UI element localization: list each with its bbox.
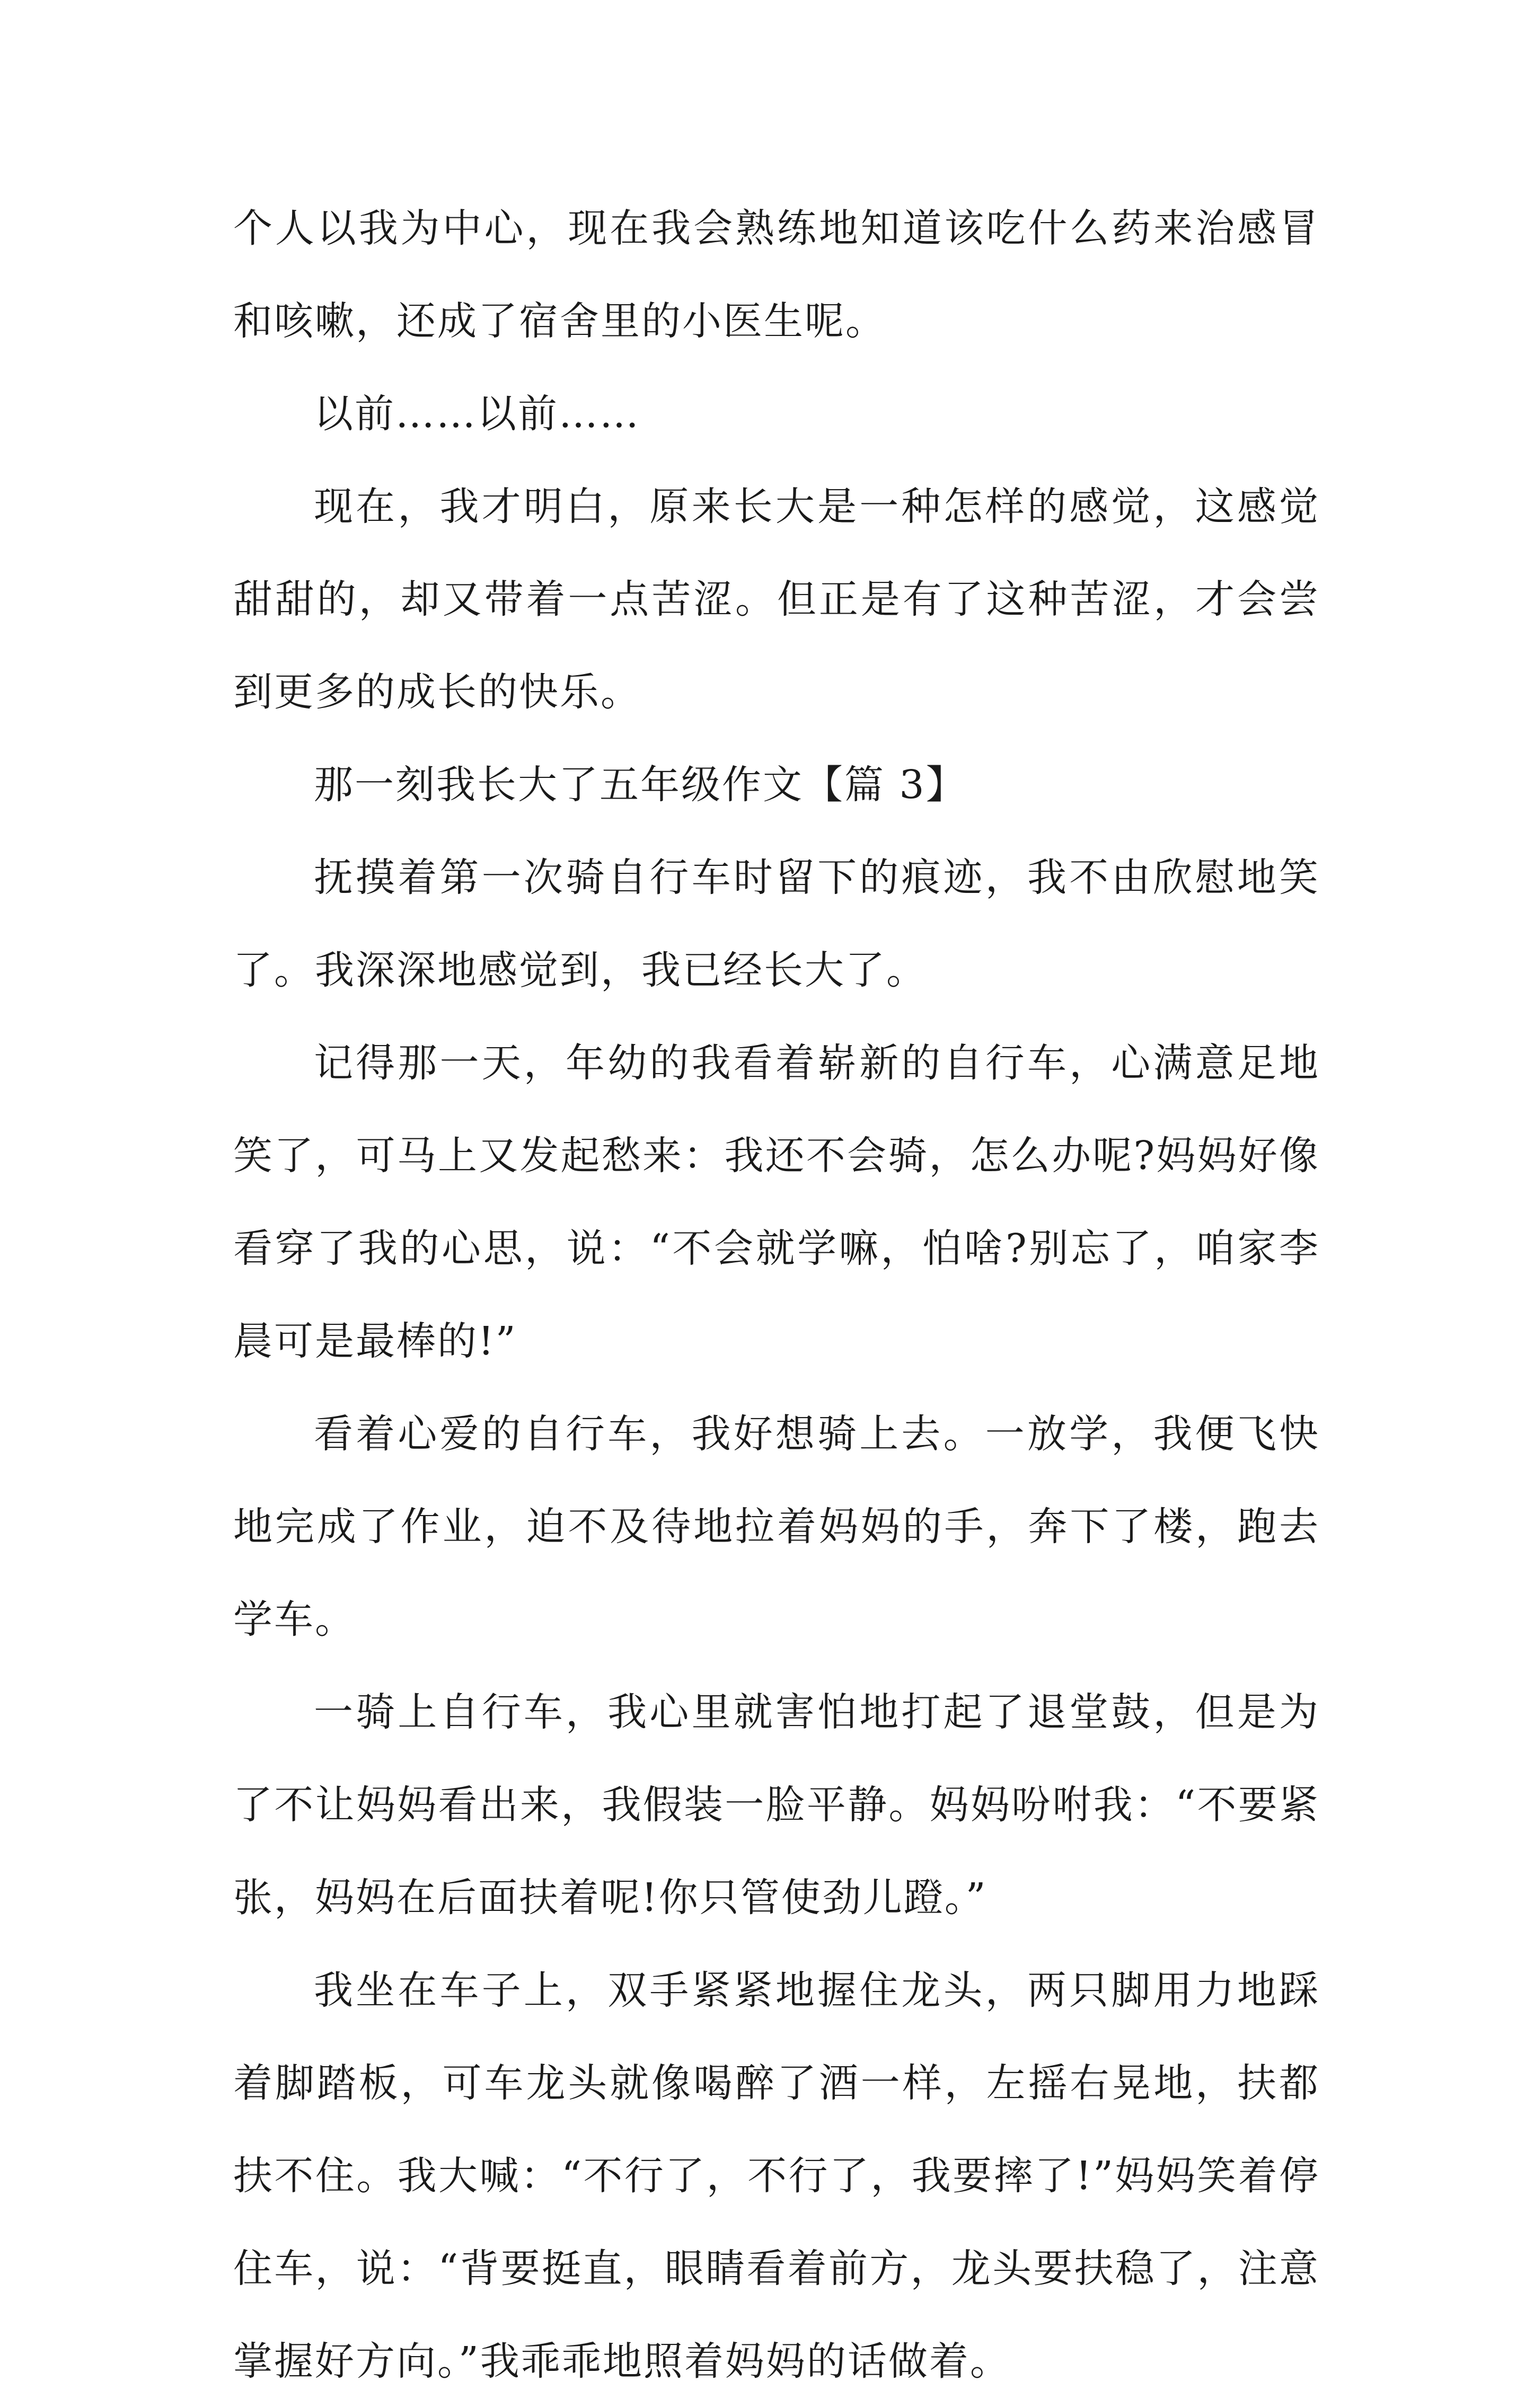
- essay-body: [233, 182, 1320, 2408]
- paragraph-continuation: 个人以我为中心，现在我会熟练地知道该吃什么药来治感冒和咳嗽，还成了宿舍里的小医生呢。: [233, 206, 1320, 344]
- paragraph: 现在，我才明白，原来长大是一种怎样的感觉，这感觉甜甜的，却又带着一点苦涩。但正是有了这种苦涩，才会尝到更多的成长的快乐。: [233, 484, 1320, 715]
- paragraph: 一骑上自行车，我心里就害怕地打起了退堂鼓，但是为了不让妈妈看出来，我假装一脸平静。妈妈吩咐我：“不要紧张，妈妈在后面扶着呢!你只管使劲儿蹬。”: [233, 1689, 1320, 1920]
- paragraph: 以前……以前……: [314, 391, 640, 437]
- paragraph: 看着心爱的自行车，我好想骑上去。一放学，我便飞快地完成了作业，迫不及待地拉着妈妈的手，奔下了楼，跑去学车。: [233, 1411, 1320, 1642]
- paragraph: 我坐在车子上，双手紧紧地握住龙头，两只脚用力地踩着脚踏板，可车龙头就像喝醉了酒一样，左摇右晃地，扶都扶不住。我大喊：“不行了，不行了，我要摔了!”妈妈笑着停住车，说：“背要挺直，眼睛看着前方，龙头要扶稳了，注意掌握好方向。”我乖乖地照着妈妈的话做着。: [233, 1968, 1320, 2384]
- paragraph: 记得那一天，年幼的我看着崭新的自行车，心满意足地笑了，可马上又发起愁来：我还不会骑，怎么办呢?妈妈好像看穿了我的心思，说：“不会就学嘛，怕啥?别忘了，咱家李晨可是最棒的!”: [233, 1040, 1320, 1364]
- paragraph: 抚摸着第一次骑自行车时留下的痕迹，我不由欣慰地笑了。我深深地感觉到，我已经长大了。: [233, 855, 1320, 993]
- section-heading: 那一刻我长大了五年级作文【篇 3】: [314, 762, 967, 808]
